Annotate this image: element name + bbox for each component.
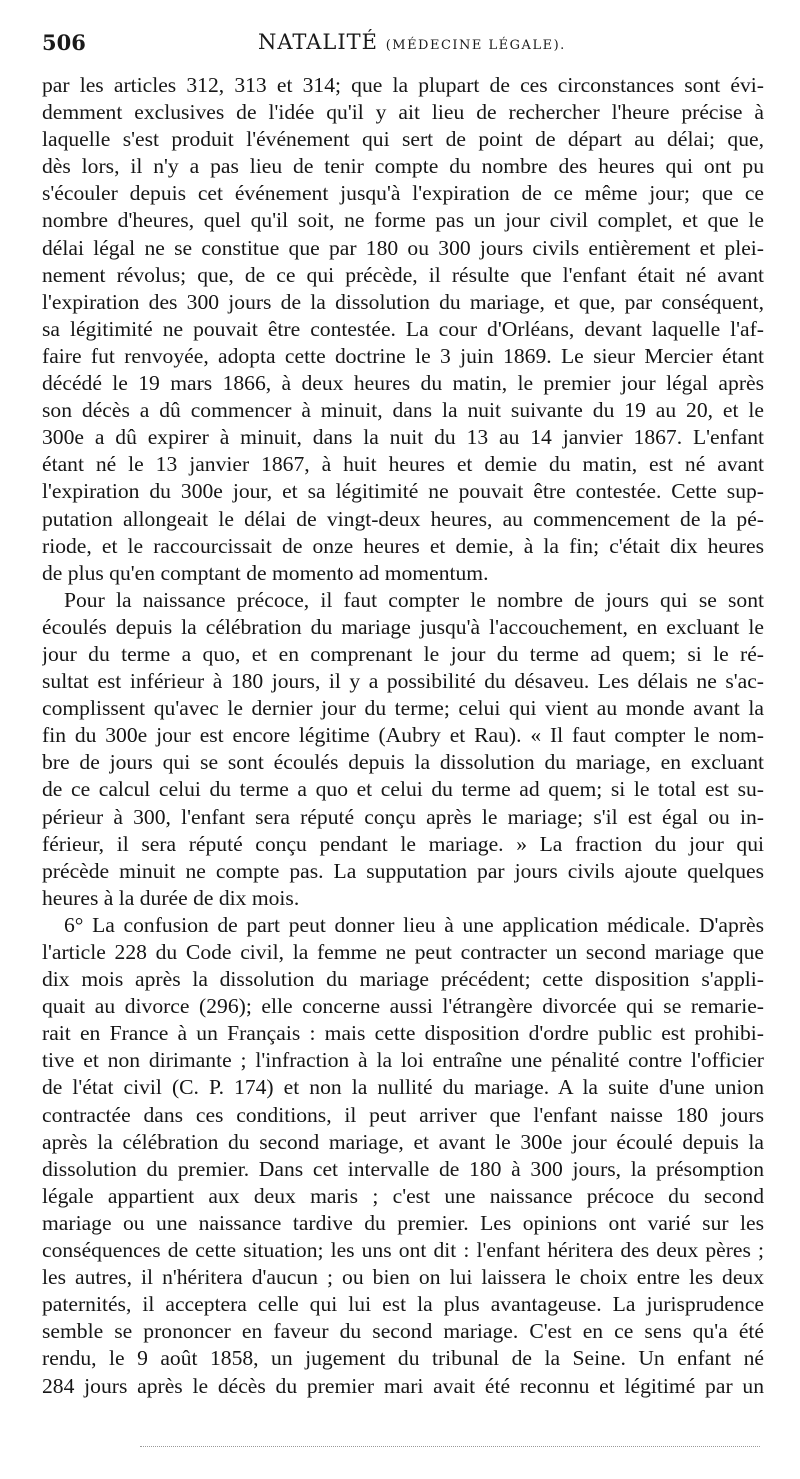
running-title-main: NATALITÉ (258, 30, 378, 54)
text-line: dissolution du premier. Dans cet intervalle de 180 à 300 jours, la présomption (42, 1156, 764, 1181)
text-line: férieur, il sera réputé conçu pendant le mariage. » La fraction du jour qui (42, 831, 764, 856)
text-line: semble se prononcer en faveur du second mariage. C'est en ce sens qu'a été (42, 1319, 764, 1344)
text-line: 284 jours après le décès du premier mari avait été reconnu et légitimé par un (42, 1373, 764, 1398)
text-line: rait en France à un Français : mais cette disposition d'ordre public est prohibi- (42, 1021, 764, 1046)
text-line: l'expiration du 300e jour, et sa légitimité ne pouvait être contestée. Cette sup- (42, 479, 764, 504)
text-line: jour du terme a quo, et en comprenant le jour du terme ad quem; si le ré- (42, 641, 764, 666)
text-line: écoulés depuis la célébration du mariage jusqu'à l'accouchement, en excluant le (42, 614, 764, 639)
text-line: contractée dans ces conditions, il peut arriver que l'enfant naisse 180 jours (42, 1102, 764, 1127)
text-line: conséquences de cette situation; les uns ont dit : l'enfant héritera des deux pères ; (42, 1238, 764, 1263)
footer-rule (140, 1446, 760, 1447)
text-line: dix mois après la dissolution du mariage précédent; cette disposition s'appli- (42, 967, 764, 992)
text-line: s'écouler depuis cet événement jusqu'à l'expiration de ce même jour; que ce (42, 181, 764, 206)
text-line: délai légal ne se constitue que par 180 ou 300 jours civils entièrement et plei- (42, 235, 764, 260)
text-line: légale appartient aux deux maris ; c'est une naissance précoce du second (42, 1183, 764, 1208)
text-line: les autres, il n'héritera d'aucun ; ou bien on lui laissera le choix entre les deux (42, 1265, 764, 1290)
page-number: 506 (42, 30, 86, 55)
running-title-sub: (MÉDECINE LÉGALE). (385, 38, 566, 53)
text-line: tive et non dirimante ; l'infraction à la loi entraîne une pénalité contre l'officier (42, 1048, 764, 1073)
text-line: l'article 228 du Code civil, la femme ne peut contracter un second mariage que (42, 940, 764, 964)
text-line: 6° La confusion de part peut donner lieu à une application médicale. D'après (64, 912, 764, 937)
text-line: l'expiration des 300 jours de la dissolution du mariage, et que, par conséquent, (42, 289, 764, 314)
text-line: de plus qu'en comptant de momento ad momentum. (42, 560, 489, 585)
text-line: 300e a dû expirer à minuit, dans la nuit du 13 au 14 janvier 1867. L'enfant (42, 425, 764, 450)
text-line: mariage ou une naissance tardive du premier. Les opinions ont varié sur les (42, 1210, 764, 1235)
text-line: dès lors, il n'y a pas lieu de tenir compte du nombre des heures qui ont pu (42, 154, 764, 179)
text-line: son décès a dû commencer à minuit, dans la nuit suivante du 19 au 20, et le (42, 398, 764, 423)
text-line: paternités, il acceptera celle qui lui est la plus avantageuse. La jurisprudence (42, 1292, 764, 1317)
text-line: fin du 300e jour est encore légitime (Aubry et Rau). « Il faut compter le nom- (42, 723, 764, 748)
running-head (42, 26, 764, 62)
text-line: Pour la naissance précoce, il faut compter le nombre de jours qui se sont (64, 587, 764, 612)
text-line: bre de jours qui se sont écoulés depuis la dissolution du mariage, en excluant (42, 750, 764, 775)
text-line: rendu, le 9 août 1858, un jugement du tribunal de la Seine. Un enfant né (42, 1346, 764, 1371)
text-line: heures à la durée de dix mois. (42, 885, 300, 910)
text-line: après la célébration du second mariage, et avant le 300e jour écoulé depuis la (42, 1129, 764, 1154)
body-text (42, 72, 764, 1400)
text-line: nement révolus; que, de ce qui précède, il résulte que l'enfant était né avant (42, 262, 764, 287)
text-line: quait au divorce (296); elle concerne aussi l'étrangère divorcée qui se remarie- (42, 994, 764, 1019)
text-line: sa légitimité ne pouvait être contestée. La cour d'Orléans, devant laquelle l'af- (42, 316, 764, 341)
text-line: précède minuit ne compte pas. La supputation par jours civils ajoute quelques (42, 858, 764, 883)
text-line: de ce calcul celui du terme a quo et celui du terme ad quem; si le total est su- (42, 777, 764, 802)
text-line: riode, et le raccourcissait de onze heures et demie, à la fin; c'était dix heures (42, 533, 764, 558)
text-line: faire fut renvoyée, adopta cette doctrine le 3 juin 1869. Le sieur Mercier étant (42, 343, 764, 368)
text-line: laquelle s'est produit l'événement qui sert de point de départ au délai; que, (42, 127, 764, 152)
running-title (258, 30, 566, 54)
text-line: nombre d'heures, quel qu'il soit, ne forme pas un jour civil complet, et que le (42, 208, 764, 233)
text-line: demment exclusives de l'idée qu'il y ait lieu de rechercher l'heure précise à (42, 100, 764, 125)
text-line: de l'état civil (C. P. 174) et non la nullité du mariage. A la suite d'une union (42, 1075, 764, 1100)
text-line: décédé le 19 mars 1866, à deux heures du matin, le premier jour légal après (42, 371, 764, 396)
text-line: par les articles 312, 313 et 314; que la plupart de ces circonstances sont évi- (42, 73, 764, 97)
text-line: étant né le 13 janvier 1867, à huit heures et demie du matin, est né avant (42, 452, 764, 477)
text-line: complissent qu'avec le dernier jour du terme; celui qui vient au monde avant la (42, 696, 764, 721)
text-line: putation allongeait le délai de vingt-deux heures, au commencement de la pé- (42, 506, 764, 531)
text-line: périeur à 300, l'enfant sera réputé conçu après le mariage; s'il est égal ou in- (42, 804, 764, 829)
text-line: sultat est inférieur à 180 jours, il y a possibilité du désaveu. Les délais ne s'ac- (42, 669, 764, 694)
